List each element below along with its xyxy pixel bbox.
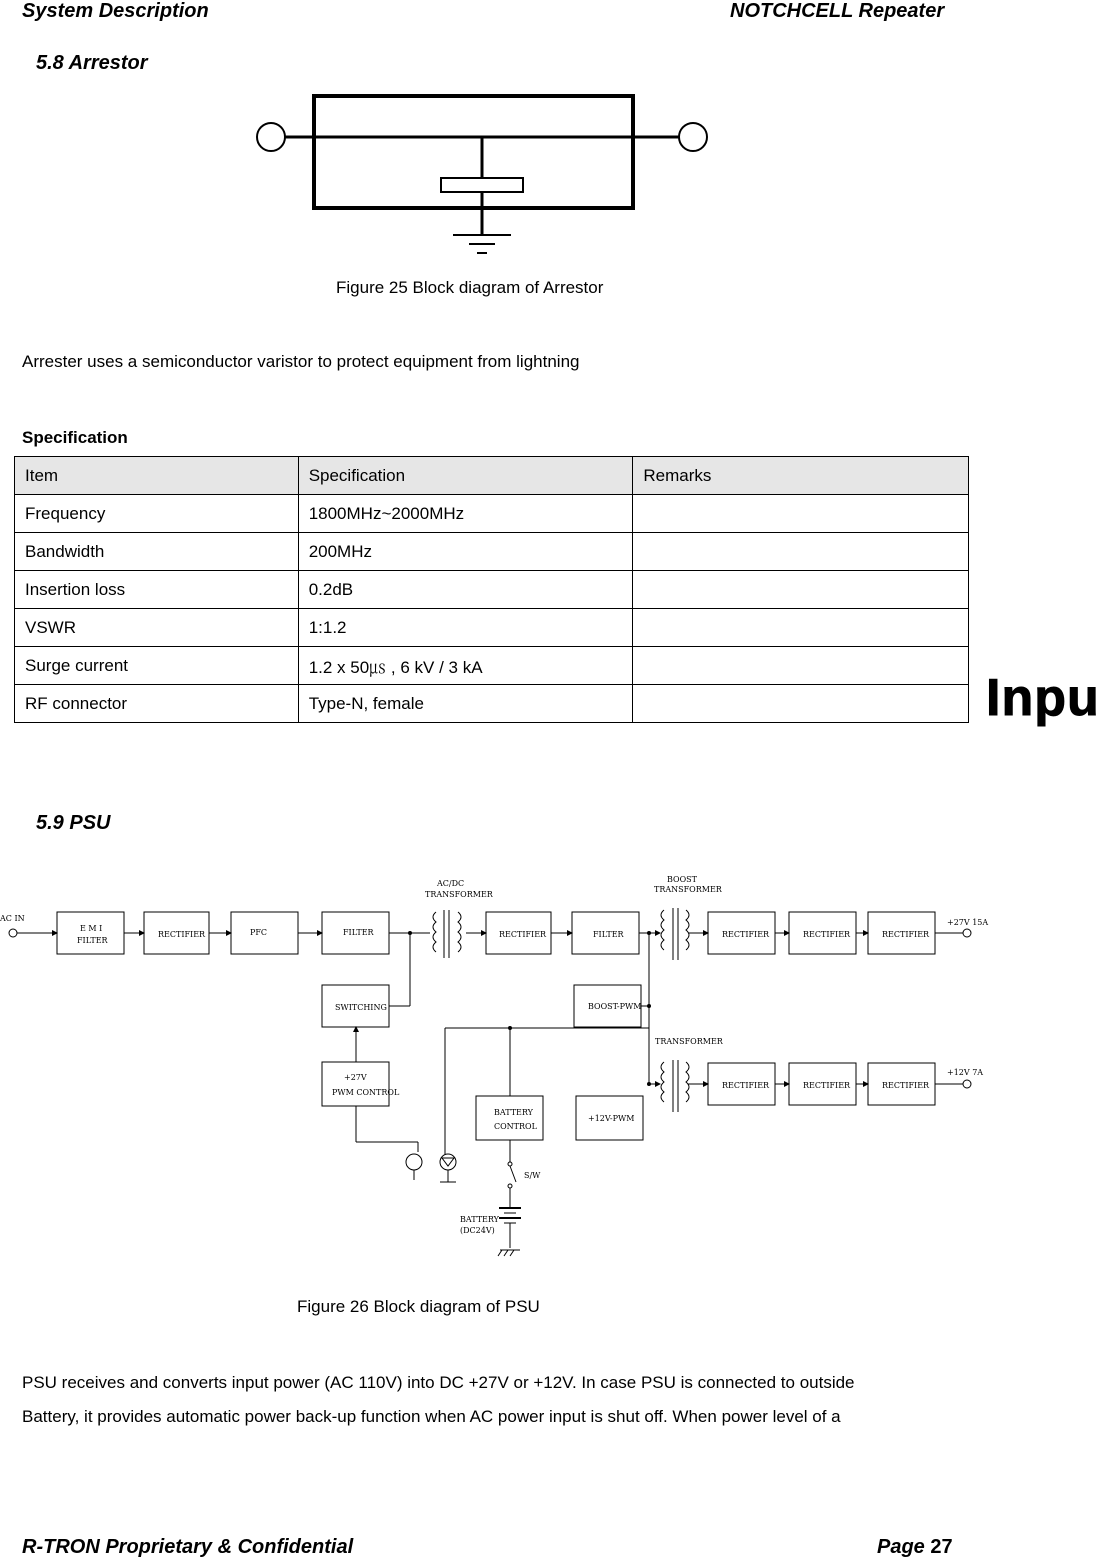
psu-paragraph-line-2: Battery, it provides automatic power back-up function when AC power input is shut off. When power level of a: [22, 1407, 841, 1426]
rectifier-label: RECTIFIER: [158, 930, 206, 939]
boost-label: BOOST: [667, 875, 697, 884]
battery-label-1: BATTERY: [460, 1215, 499, 1224]
header-remarks: Remarks: [633, 457, 969, 495]
rectifier-label: RECTIFIER: [803, 1081, 851, 1090]
out-27v-terminal: [963, 929, 971, 937]
table-row: [15, 533, 969, 571]
cell: [633, 571, 969, 609]
header-right: NOTCHCELL Repeater: [730, 0, 945, 22]
psu-paragraph: [22, 1366, 1042, 1434]
emi-label: E M I: [80, 924, 103, 933]
table-row: [15, 685, 969, 723]
pwm-control-block: [322, 1062, 389, 1106]
pfc-label: PFC: [250, 928, 268, 937]
spec-table: [14, 456, 969, 723]
ac-in-label: AC IN: [0, 914, 25, 923]
cell: 1:1.2: [298, 609, 633, 647]
cell: Frequency: [15, 495, 299, 533]
rectifier-label: RECTIFIER: [882, 930, 930, 939]
table-header-row: [15, 457, 969, 495]
boost-transformer-primary: [661, 910, 664, 950]
section-title-psu: 5.9 PSU: [36, 812, 111, 834]
varistor-element: [441, 178, 523, 192]
psu-paragraph-line-1: PSU receives and converts input power (AC 110V) into DC +27V or +12V. In case PSU is connected to outside: [22, 1373, 855, 1392]
acdc-transformer-secondary: [458, 912, 461, 952]
figure-26-caption: Figure 26 Block diagram of PSU: [297, 1297, 540, 1316]
page-number: [877, 1536, 953, 1559]
header-specification: Specification: [298, 457, 633, 495]
table-row: [15, 495, 969, 533]
transformer-primary: [661, 1062, 664, 1102]
table-row: [15, 609, 969, 647]
battery-label-2: (DC24V): [460, 1226, 495, 1235]
battery-control-label-2: CONTROL: [494, 1122, 537, 1131]
rectifier-label: RECTIFIER: [803, 930, 851, 939]
cell: 1800MHz~2000MHz: [298, 495, 633, 533]
output-port: [679, 123, 707, 151]
cell: [633, 685, 969, 723]
cell: [633, 647, 969, 685]
cell: Type-N, female: [298, 685, 633, 723]
figure-25-caption: Figure 25 Block diagram of Arrestor: [336, 278, 604, 297]
page-number-value: 27: [930, 1536, 953, 1558]
spec-heading: Specification: [22, 428, 128, 447]
rectifier-label: RECTIFIER: [722, 930, 770, 939]
emi-filter-block: [57, 912, 124, 954]
battery-control-block: [476, 1096, 543, 1140]
emi-filter-label: FILTER: [77, 936, 108, 945]
boost-transformer-secondary: [686, 910, 689, 950]
ac-in-terminal: [9, 929, 17, 937]
cell: 200MHz: [298, 533, 633, 571]
rectifier-label: RECTIFIER: [882, 1081, 930, 1090]
footer-left: R-TRON Proprietary & Confidential: [22, 1536, 354, 1558]
sensor-icon: [406, 1154, 422, 1170]
out-27v-label: +27V 15A: [947, 918, 989, 927]
cell: Surge current: [15, 647, 299, 685]
header-item: Item: [15, 457, 299, 495]
filter-label: FILTER: [343, 928, 374, 937]
acdc-transformer-primary: [433, 912, 436, 952]
cell: 1.2 x 50㎲ , 6 kV / 3 kA: [298, 647, 633, 685]
boost-pwm-label: BOOST-PWM: [588, 1002, 642, 1011]
pwm-control-label-2: PWM CONTROL: [332, 1088, 400, 1097]
cell: Insertion loss: [15, 571, 299, 609]
cell: Bandwidth: [15, 533, 299, 571]
transformer-secondary: [686, 1062, 689, 1102]
pwm-12v-label: +12V-PWM: [588, 1114, 635, 1123]
switching-label: SWITCHING: [335, 1003, 387, 1012]
acdc-transformer-label: TRANSFORMER: [425, 890, 493, 899]
table-row: [15, 647, 969, 685]
rectifier-label: RECTIFIER: [499, 930, 547, 939]
out-12v-label: +12V 7A: [947, 1068, 984, 1077]
pwm-control-label-1: +27V: [344, 1073, 367, 1082]
cell: [633, 609, 969, 647]
switch-icon: [510, 1166, 516, 1182]
cell: [633, 495, 969, 533]
overlay-input-text: Inpu: [986, 669, 1100, 727]
cell: [633, 533, 969, 571]
table-row: [15, 571, 969, 609]
out-12v-terminal: [963, 1080, 971, 1088]
input-port: [257, 123, 285, 151]
switch-label: S/W: [524, 1171, 541, 1180]
diode-icon: [440, 1154, 456, 1170]
arrestor-diagram: [250, 88, 720, 258]
page-label: Page: [877, 1536, 925, 1558]
cell: 0.2dB: [298, 571, 633, 609]
boost-transformer-label: TRANSFORMER: [654, 885, 722, 894]
battery-control-label-1: BATTERY: [494, 1108, 533, 1117]
filter-label: FILTER: [593, 930, 624, 939]
section-title-arrestor: 5.8 Arrestor: [36, 52, 148, 74]
header-left: System Description: [22, 0, 209, 22]
arrestor-description: Arrester uses a semiconductor varistor to protect equipment from lightning: [22, 352, 580, 371]
cell: VSWR: [15, 609, 299, 647]
psu-block-diagram: [0, 870, 1000, 1265]
acdc-label: AC/DC: [437, 879, 465, 888]
transformer-label: TRANSFORMER: [655, 1037, 723, 1046]
cell: RF connector: [15, 685, 299, 723]
rectifier-label: RECTIFIER: [722, 1081, 770, 1090]
